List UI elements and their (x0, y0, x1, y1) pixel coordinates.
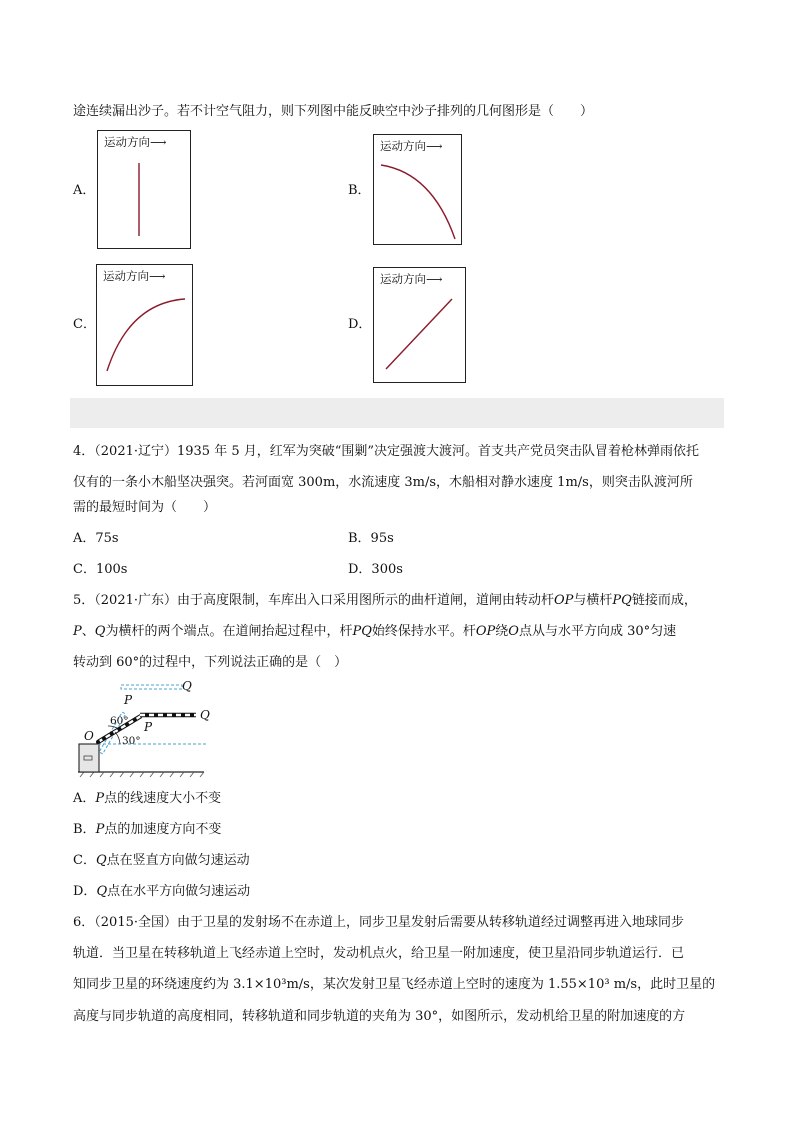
q3-option-d-graph (374, 268, 465, 382)
label-p-top: P (124, 693, 133, 707)
sand-curve-falling (381, 165, 455, 239)
arm-pq-60deg (121, 685, 182, 689)
q5-option-a[interactable]: A．P点的线速度大小不变 (73, 791, 222, 806)
motion-direction-caption: 运动方向⟶ (103, 269, 166, 283)
q3-option-d-panel[interactable] (373, 267, 466, 383)
gate-base (79, 744, 99, 772)
motion-direction-caption: 运动方向⟶ (380, 139, 443, 153)
right-arrow-icon: ⟶ (426, 139, 443, 153)
right-arrow-icon: ⟶ (149, 269, 166, 283)
label-60deg: 60° (110, 715, 129, 727)
q5-line-2: P、Q为横杆的两个端点。在道闸抬起过程中，杆PQ始终保持水平。杆OP绕O点从与水平方向成 30°匀速 (73, 624, 677, 639)
q4-option-c[interactable]: C．100s (73, 562, 128, 577)
q5-barrier-gate-figure (72, 676, 222, 780)
q4-line-3: 需的最短时间为（ ） (73, 500, 217, 515)
q3-option-a-label: A． (73, 183, 96, 198)
q4-line-1: 4．（2021·辽宁）1935 年 5 月，红军为突破“围剿”决定强渡大渡河。首支共产党员突击队冒着枪林弹雨依托 (73, 444, 700, 459)
q5-option-b[interactable]: B．P点的加速度方向不变 (73, 822, 222, 837)
label-o: O (84, 729, 94, 743)
label-q: Q (200, 708, 210, 722)
q6-line-4: 高度与同步轨道的高度相同，转移轨道和同步轨道的夹角为 30°，如图所示，发动机给卫星的附加速度的方 (73, 1009, 686, 1024)
q3-option-a-panel[interactable] (97, 130, 191, 249)
label-q-top: Q (182, 679, 192, 693)
q3-option-d-label: D． (348, 317, 372, 332)
sand-curve-rising (107, 299, 185, 371)
q4-option-a[interactable]: A．75s (73, 531, 119, 546)
q3-option-c-panel[interactable] (96, 264, 193, 386)
q4-line-2: 仅有的一条小木船坚决强突。若河面宽 300m，水流速度 3m/s，木船相对静水速度 1m/s，则突击队渡河所 (73, 475, 693, 490)
sand-line-diagonal (386, 299, 452, 369)
pivot-o (96, 740, 100, 744)
q5-option-d[interactable]: D．Q点在水平方向做匀速运动 (73, 884, 251, 899)
q6-line-1: 6．（2015·全国）由于卫星的发射场不在赤道上，同步卫星发射后需要从转移轨道经过调整再进入地球同步 (73, 915, 684, 930)
answer-band (70, 398, 724, 428)
q3-option-b-panel[interactable] (373, 134, 462, 245)
right-arrow-icon: ⟶ (150, 135, 167, 149)
q3-option-c-label: C． (73, 317, 96, 332)
motion-direction-caption: 运动方向⟶ (380, 272, 443, 286)
q3-option-c-graph (97, 265, 192, 385)
ground-hatch (80, 772, 204, 777)
label-p: P (144, 720, 153, 734)
q3-option-a-graph (98, 131, 190, 248)
q4-option-b[interactable]: B．95s (348, 531, 394, 546)
q4-option-d[interactable]: D．300s (348, 562, 403, 577)
q5-option-c[interactable]: C．Q点在竖直方向做匀速运动 (73, 853, 250, 868)
q3-stem-tail: 途连续漏出沙子。若不计空气阻力，则下列图中能反映空中沙子排列的几何图形是（ ） (73, 104, 594, 119)
q5-line-1: 5．（2021·广东）由于高度限制，车库出入口采用图所示的曲杆道闸，道闸由转动杆OP与横杆PQ链接而成， (73, 593, 697, 608)
q3-option-b-label: B． (348, 183, 371, 198)
q6-line-2: 轨道．当卫星在转移轨道上飞经赤道上空时，发动机点火，给卫星一附加速度，使卫星沿同步轨道运行．已 (73, 946, 685, 961)
q3-option-b-graph (374, 135, 461, 244)
right-arrow-icon: ⟶ (426, 272, 443, 286)
motion-direction-caption: 运动方向⟶ (104, 135, 167, 149)
label-30deg: 30° (122, 735, 141, 747)
q6-line-3: 知同步卫星的环绕速度约为 3.1×10³m/s，某次发射卫星飞经赤道上空时的速度为 1.55×10³ m/s，此时卫星的 (73, 977, 716, 992)
q5-line-3: 转动到 60°的过程中，下列说法正确的是（ ） (73, 655, 348, 670)
